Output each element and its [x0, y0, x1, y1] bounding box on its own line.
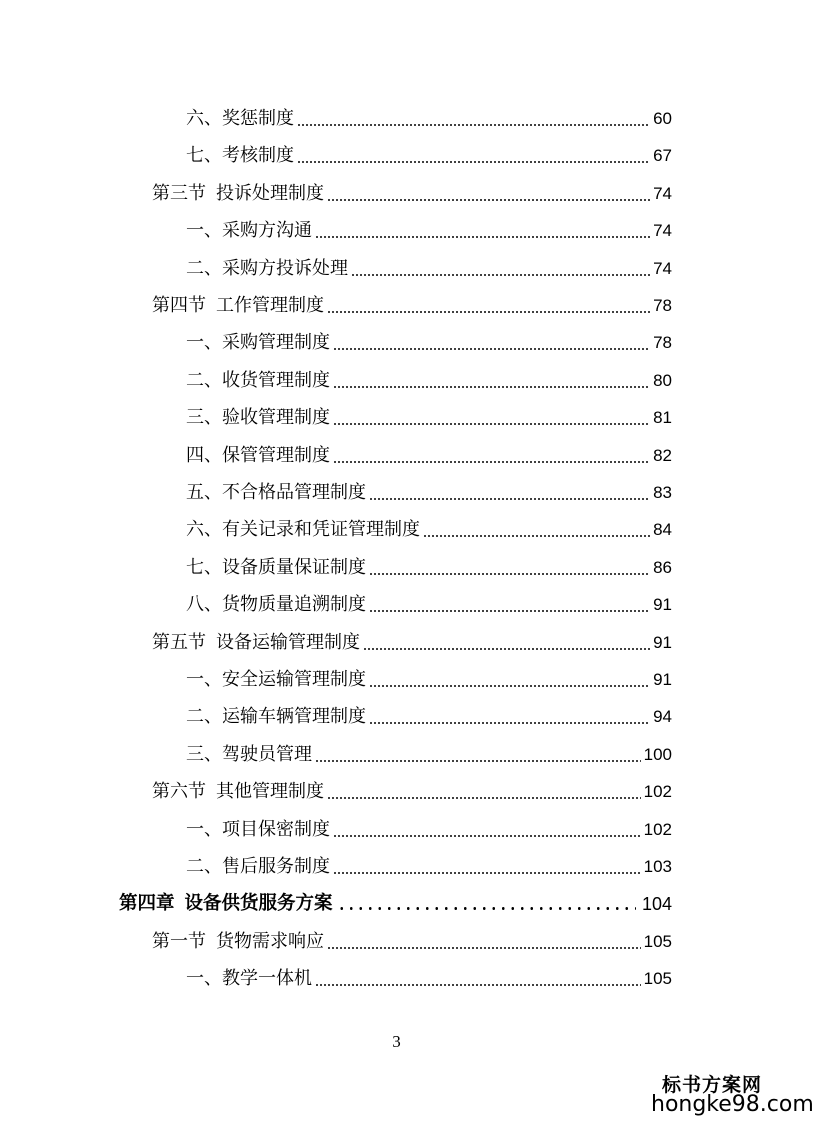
toc-entry-title	[186, 145, 294, 167]
toc-subsection-entry[interactable]	[186, 476, 672, 504]
toc-subsection-entry[interactable]	[186, 962, 672, 990]
toc-entry-title	[152, 183, 324, 205]
toc-entry-number: 第五节	[152, 631, 206, 653]
watermark-title: 标书方案网	[662, 1074, 763, 1096]
toc-subsection-entry[interactable]	[186, 551, 672, 579]
toc-entry-text: 货物需求响应	[216, 930, 324, 952]
toc-entry-page: 91	[653, 670, 672, 689]
dot-leader	[333, 835, 641, 837]
toc-entry-page: 80	[653, 370, 672, 390]
toc-entry-title	[119, 893, 333, 915]
toc-entry-page: 67	[653, 146, 672, 166]
toc-entry-page: 94	[653, 707, 672, 727]
toc-entry-text: 设备供货服务方案	[184, 893, 333, 915]
toc-entry-page: 102	[643, 782, 672, 802]
toc-subsection-entry[interactable]	[186, 364, 672, 392]
toc-entry-number: 第四节	[152, 295, 206, 316]
toc-entry-page: 82	[653, 445, 672, 465]
toc-entry-number: 第六节	[152, 781, 206, 803]
toc-subsection-entry[interactable]	[186, 588, 672, 616]
dot-leader	[333, 461, 650, 463]
toc-entry-number: 第三节	[152, 182, 206, 204]
dot-leader	[327, 199, 650, 201]
toc-subsection-entry[interactable]	[186, 139, 672, 167]
toc-entry-page: 74	[653, 183, 672, 203]
toc-entry-text: 一、采购管理制度	[186, 332, 330, 354]
toc-entry-page: 81	[653, 408, 672, 428]
toc-entry-text: 二、运输车辆管理制度	[186, 706, 366, 728]
dot-leader	[327, 797, 641, 799]
toc-entry-page: 86	[653, 557, 672, 577]
toc-subsection-entry[interactable]	[186, 700, 672, 728]
dot-leader	[297, 124, 650, 126]
toc-entry-page: 84	[653, 520, 672, 540]
toc-entry-title	[186, 445, 330, 467]
toc-entry-text: 一、项目保密制度	[186, 818, 330, 840]
toc-subsection-entry[interactable]	[186, 513, 672, 541]
toc-section-entry[interactable]	[152, 925, 672, 953]
toc-entry-text: 八、货物质量追溯制度	[186, 594, 366, 616]
toc-entry-text: 二、售后服务制度	[186, 856, 330, 877]
toc-section-entry[interactable]	[152, 177, 672, 205]
toc-entry-title	[186, 519, 420, 541]
watermark-url: hongke98.com	[651, 1092, 814, 1117]
dot-leader	[333, 386, 650, 388]
toc-entry-text: 七、考核制度	[186, 145, 294, 167]
toc-subsection-entry[interactable]	[186, 214, 672, 242]
toc-entry-page: 102	[643, 819, 672, 839]
toc-section-entry[interactable]	[152, 775, 672, 803]
toc-entry-title	[186, 819, 330, 841]
toc-entry-text: 一、教学一体机	[186, 968, 312, 990]
dot-leader	[363, 648, 650, 650]
toc-entry-text: 二、采购方投诉处理	[186, 257, 348, 279]
toc-entry-title	[152, 295, 324, 317]
toc-entry-title	[152, 781, 324, 803]
page-number: 3	[392, 1032, 401, 1051]
toc-entry-text: 一、采购方沟通	[186, 220, 312, 242]
dot-leader	[333, 872, 641, 874]
toc-entry-title	[186, 482, 366, 504]
toc-entry-number: 第四章	[119, 893, 175, 915]
toc-subsection-entry[interactable]	[186, 439, 672, 467]
toc-subsection-entry[interactable]	[186, 401, 672, 429]
toc-entry-title	[186, 856, 330, 878]
toc-entry-text: 投诉处理制度	[216, 182, 324, 204]
toc-entry-text: 三、验收管理制度	[186, 407, 330, 429]
toc-entry-text: 六、有关记录和凭证管理制度	[186, 519, 420, 541]
toc-entry-page: 83	[653, 483, 672, 502]
toc-entry-title	[186, 594, 366, 616]
toc-entry-title	[186, 220, 312, 242]
toc-entry-title	[186, 370, 330, 392]
toc-entry-page: 105	[643, 931, 672, 951]
toc-subsection-entry[interactable]	[186, 102, 672, 130]
dot-leader	[369, 685, 650, 687]
dot-leader	[369, 498, 650, 500]
toc-subsection-entry[interactable]	[186, 326, 672, 354]
dot-leader	[315, 236, 650, 238]
toc-entry-text: 其他管理制度	[216, 781, 324, 803]
toc-entry-page: 100	[643, 744, 672, 764]
toc-subsection-entry[interactable]	[186, 252, 672, 280]
toc-entry-number: 第一节	[152, 930, 206, 952]
toc-section-entry[interactable]	[152, 626, 672, 654]
toc-entry-page: 103	[643, 857, 672, 876]
toc-entry-text: 七、设备质量保证制度	[186, 556, 366, 578]
toc-entry-title	[186, 706, 366, 728]
toc-entry-title	[152, 931, 324, 953]
toc-entry-title	[186, 744, 312, 766]
toc-chapter-entry[interactable]	[119, 887, 672, 915]
toc-subsection-entry[interactable]	[186, 738, 672, 766]
dot-leader	[369, 573, 650, 575]
toc-entry-text: 工作管理制度	[216, 295, 324, 316]
toc-subsection-entry[interactable]	[186, 663, 672, 691]
toc-entry-title	[186, 332, 330, 354]
toc-entry-page: 78	[653, 296, 672, 315]
dot-leader	[297, 161, 650, 163]
toc-entry-text: 一、安全运输管理制度	[186, 669, 366, 690]
toc-entry-page: 91	[653, 632, 672, 652]
dot-leader	[333, 348, 650, 350]
toc-entry-page: 104	[641, 894, 672, 915]
toc-entry-page: 105	[643, 969, 672, 989]
toc-entry-title	[186, 557, 366, 579]
dot-leader	[315, 984, 641, 986]
toc-entry-page: 60	[653, 109, 672, 128]
dot-leader	[315, 760, 641, 762]
dot-leader	[333, 423, 650, 425]
toc-entry-title	[152, 632, 360, 654]
toc-entry-page: 74	[653, 221, 672, 241]
toc-entry-text: 六、奖惩制度	[186, 108, 294, 129]
toc-entry-text: 二、收货管理制度	[186, 369, 330, 391]
toc-entry-title	[186, 407, 330, 429]
dot-leader	[327, 311, 650, 313]
dot-leader	[327, 947, 641, 949]
toc-entry-text: 设备运输管理制度	[216, 631, 360, 653]
toc-entry-text: 四、保管管理制度	[186, 444, 330, 466]
dot-leader	[351, 274, 650, 276]
toc-subsection-entry[interactable]	[186, 813, 672, 841]
toc-entry-title	[186, 669, 366, 691]
toc-subsection-entry[interactable]	[186, 850, 672, 878]
toc-entry-title	[186, 108, 294, 130]
toc-entry-title	[186, 258, 348, 280]
toc-entry-title	[186, 968, 312, 990]
dot-leader	[369, 610, 650, 612]
toc-entry-text: 五、不合格品管理制度	[186, 482, 366, 503]
toc-entry-page: 74	[653, 258, 672, 278]
toc-section-entry[interactable]	[152, 289, 672, 317]
dot-leader	[423, 535, 650, 537]
dot-leader	[369, 722, 650, 724]
toc-entry-page: 91	[653, 595, 672, 615]
dot-leader	[337, 907, 636, 910]
toc-entry-text: 三、驾驶员管理	[186, 743, 312, 765]
toc-entry-page: 78	[653, 333, 672, 353]
